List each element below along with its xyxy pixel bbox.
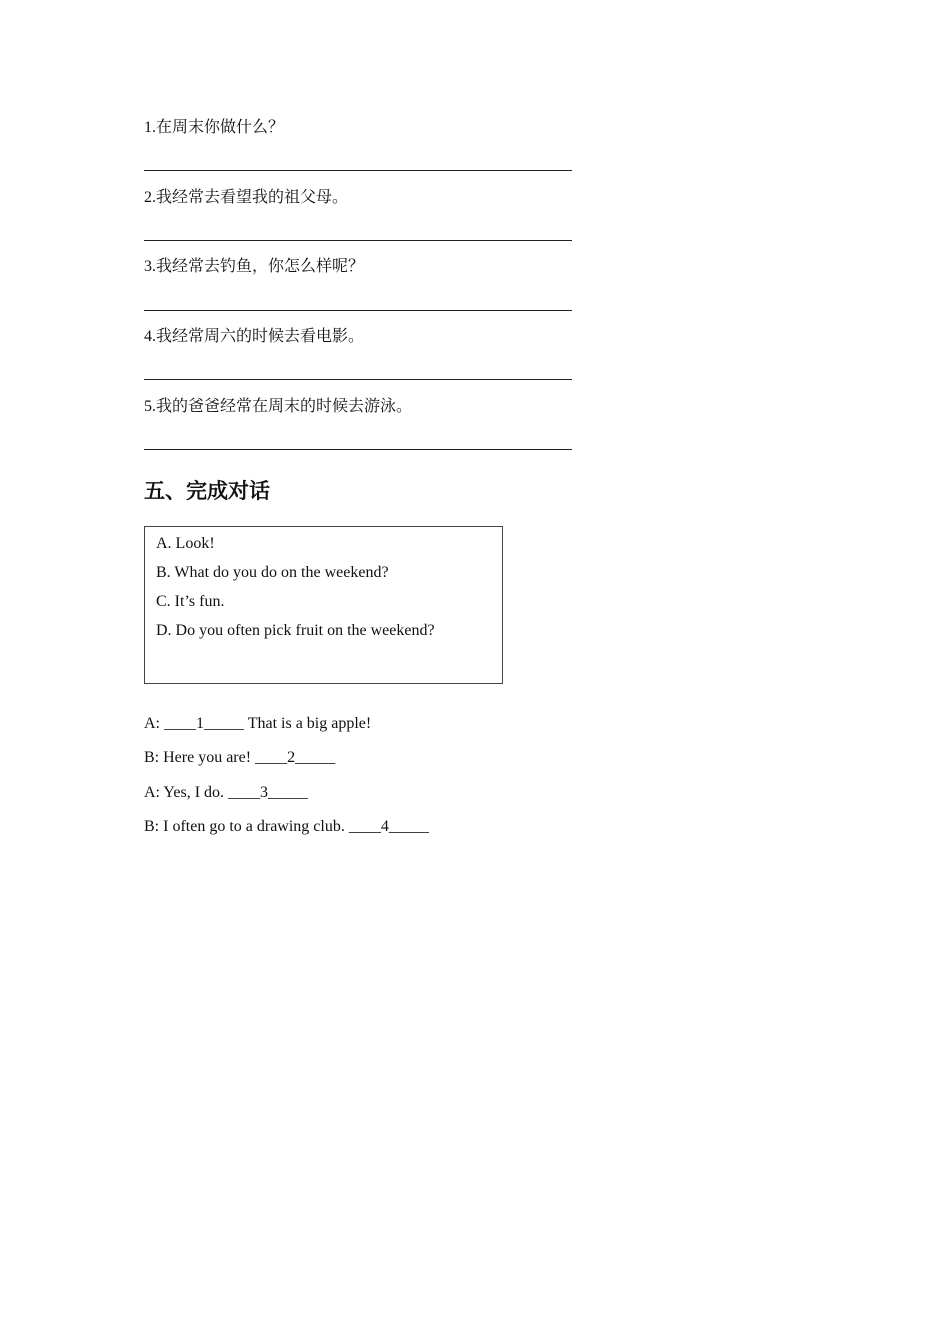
option-box <box>144 526 503 684</box>
answer-line-3 <box>144 310 572 311</box>
dialogue-line-1: A: ____1_____ That is a big apple! <box>144 715 372 732</box>
answer-line-4 <box>144 379 572 380</box>
question-2: 2.我经常去看望我的祖父母。 <box>144 189 349 206</box>
answer-line-1 <box>144 170 572 171</box>
option-d: D. Do you often pick fruit on the weekend? <box>156 622 435 639</box>
option-b: B. What do you do on the weekend? <box>156 564 389 581</box>
dialogue-line-2: B: Here you are! ____2_____ <box>144 749 336 766</box>
section-title: 五、完成对话 <box>144 479 270 503</box>
option-c: C. It’s fun. <box>156 593 225 610</box>
option-a: A. Look! <box>156 535 215 552</box>
answer-line-2 <box>144 240 572 241</box>
question-4: 4.我经常周六的时候去看电影。 <box>144 328 365 345</box>
question-5: 5.我的爸爸经常在周末的时候去游泳。 <box>144 398 413 415</box>
dialogue-line-3: A: Yes, I do. ____3_____ <box>144 784 309 801</box>
question-3: 3.我经常去钓鱼，你怎么样呢？ <box>144 258 365 275</box>
question-1: 1.在周末你做什么？ <box>144 119 285 136</box>
dialogue-line-4: B: I often go to a drawing club. ____4_____ <box>144 818 429 835</box>
answer-line-5 <box>144 449 572 450</box>
